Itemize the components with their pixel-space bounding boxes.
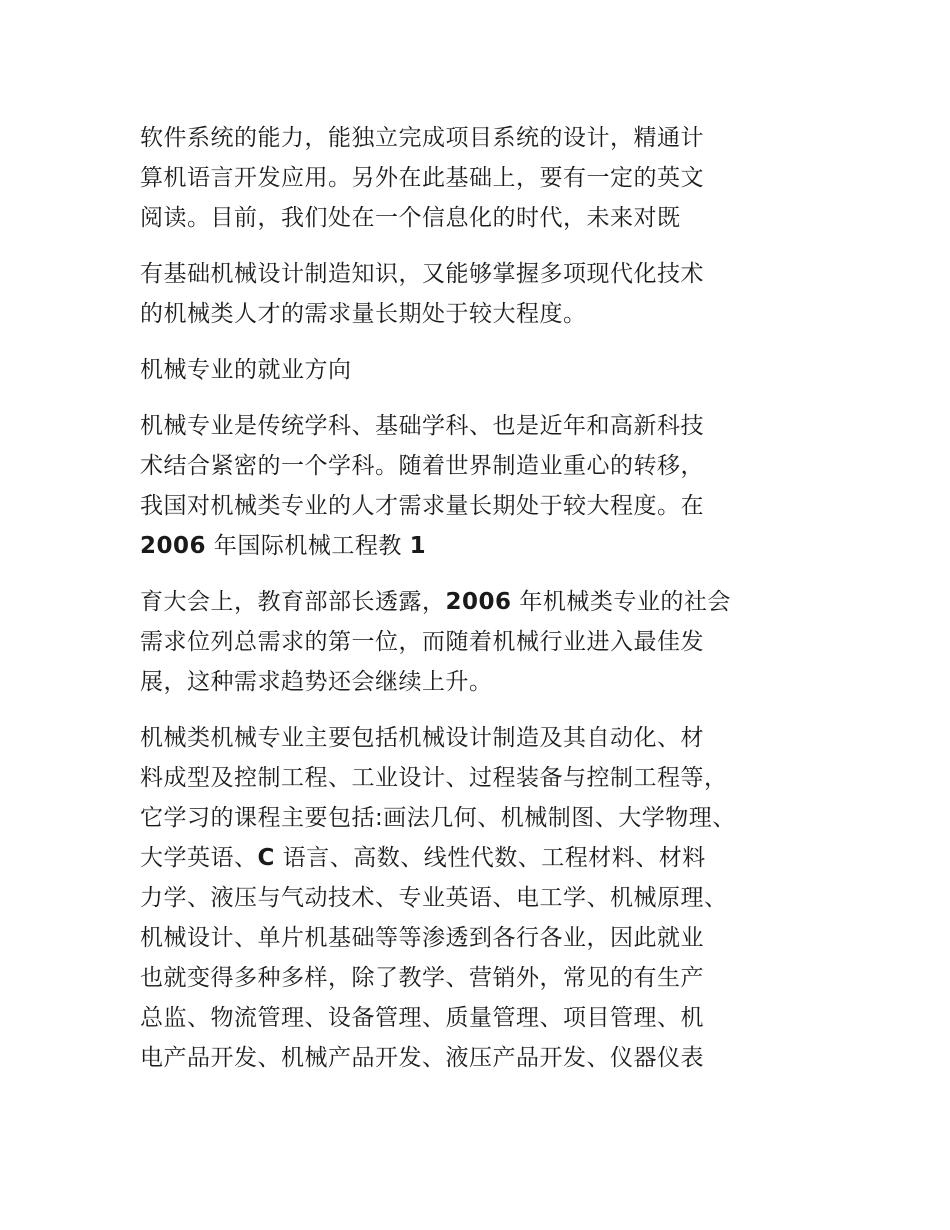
text-line [140,198,820,238]
text-run: 有基础机械设计制造知识，又能够掌握多项现代化技术 [140,261,704,287]
text-line [140,958,820,998]
text-line [140,718,820,758]
bold-text-run: 1 [409,533,427,559]
paragraph [140,350,820,390]
text-line [140,158,820,198]
text-line [140,1038,820,1078]
text-line [140,526,820,566]
text-run: 算机语言开发应用。另外在此基础上，要有一定的英文 [140,165,704,191]
text-line [140,254,820,294]
paragraph [140,254,820,334]
text-line [140,878,820,918]
document-body [140,118,820,1094]
text-run: 展，这种需求趋势还会继续上升。 [140,669,493,695]
text-run: 料成型及控制工程、工业设计、过程装备与控制工程等， [140,765,728,791]
text-line [140,294,820,334]
text-run: 也就变得多种多样，除了教学、营销外，常见的有生产 [140,965,704,991]
bold-text-run: 2006 [445,589,512,615]
text-run: 需求位列总需求的第一位，而随着机械行业进入最佳发 [140,629,704,655]
text-run: 电产品开发、机械产品开发、液压产品开发、仪器仪表 [140,1045,704,1071]
text-run: 大学英语、 [140,845,258,871]
text-run: 育大会上，教育部部长透露， [140,589,446,615]
paragraph [140,118,820,238]
paragraph [140,718,820,1078]
text-line [140,622,820,662]
text-run: 软件系统的能力，能独立完成项目系统的设计，精通计 [140,125,704,151]
text-run: 年机械类专业的社会 [511,589,731,615]
text-run: 机械专业是传统学科、基础学科、也是近年和高新科技 [140,413,704,439]
text-line [140,350,820,390]
text-line [140,918,820,958]
text-line [140,662,820,702]
text-run: 它学习的课程主要包括:画法几何、机械制图、大学物理、 [140,805,736,831]
paragraph [140,406,820,566]
bold-text-run: 2006 [140,533,207,559]
text-line [140,486,820,526]
text-run: 语言、高数、线性代数、工程材料、材料 [274,845,706,871]
text-line [140,838,820,878]
text-line [140,758,820,798]
paragraph [140,582,820,702]
text-line [140,406,820,446]
text-run: 机械专业的就业方向 [140,357,352,383]
text-line [140,446,820,486]
text-line [140,118,820,158]
text-run: 阅读。目前，我们处在一个信息化的时代，未来对既 [140,205,681,231]
bold-text-run: C [257,845,275,871]
text-run: 我国对机械类专业的人才需求量长期处于较大程度。在 [140,493,704,519]
text-run: 机械设计、单片机基础等等渗透到各行各业，因此就业 [140,925,704,951]
text-run: 机械类机械专业主要包括机械设计制造及其自动化、材 [140,725,704,751]
text-line [140,798,820,838]
text-line [140,582,820,622]
text-line [140,998,820,1038]
text-run: 术结合紧密的一个学科。随着世界制造业重心的转移， [140,453,704,479]
text-run: 的机械类人才的需求量长期处于较大程度。 [140,301,587,327]
text-run: 力学、液压与气动技术、专业英语、电工学、机械原理、 [140,885,728,911]
text-run: 总监、物流管理、设备管理、质量管理、项目管理、机 [140,1005,704,1031]
text-run: 年国际机械工程教 [206,533,410,559]
